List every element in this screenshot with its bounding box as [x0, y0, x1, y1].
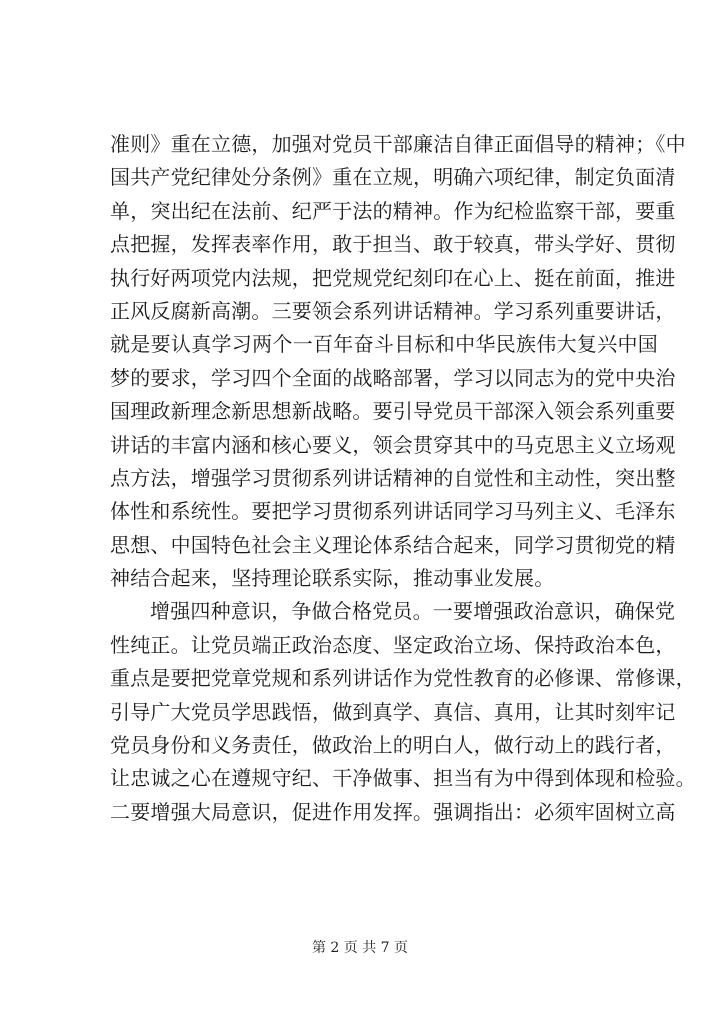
body-text [110, 128, 696, 829]
text-line: 就是要认真学习两个一百年奋斗目标和中华民族伟大复兴中国 [110, 332, 658, 357]
text-line: 讲话的丰富内涵和核心要义，领会贯穿其中的马克思主义立场观 [110, 432, 676, 457]
text-line: 思想、中国特色社会主义理论体系结合起来，同学习贯彻党的精 [110, 532, 676, 557]
text-line: 性纯正。让党员端正政治态度、坚定政治立场、保持政治本色， [110, 632, 676, 657]
text-line: 正风反腐新高潮。三要领会系列讲话精神。学习系列重要讲话， [110, 298, 676, 323]
text-line: 准则》重在立德，加强对党员干部廉洁自律正面倡导的精神；《中 [110, 132, 686, 156]
text-line: 体性和系统性。要把学习贯彻系列讲话同学习马列主义、毛泽东 [110, 499, 676, 524]
text-line: 重点是要把党章党规和系列讲话作为党性教育的必修课、常修课， [110, 666, 696, 691]
text-line: 神结合起来，坚持理论联系实际，推动事业发展。 [110, 566, 555, 591]
text-line: 让忠诚之心在遵规守纪、干净做事、担当有为中得到体现和检验。 [110, 766, 696, 791]
text-line: 单，突出纪在法前、纪严于法的精神。作为纪检监察干部，要重 [110, 198, 676, 223]
text-line: 梦的要求，学习四个全面的战略部署，学习以同志为的党中央治 [110, 365, 676, 390]
text-line: 引导广大党员学思践悟，做到真学、真信、真用，让其时刻牢记 [110, 699, 676, 724]
text-line: 点方法，增强学习贯彻系列讲话精神的自觉性和主动性，突出整 [110, 465, 676, 490]
text-line: 国理政新理念新思想新战略。要引导党员干部深入领会系列重要 [110, 399, 676, 424]
text-line: 国共产党纪律处分条例》重在立规，明确六项纪律，制定负面清 [110, 165, 676, 190]
paragraph-start-line: 增强四种意识，争做合格党员。一要增强政治意识，确保党 [150, 599, 676, 624]
text-line: 点把握，发挥表率作用，敢于担当、敢于较真，带头学好、贯彻 [110, 232, 676, 257]
text-line: 执行好两项党内法规，把党规党纪刻印在心上、挺在前面，推进 [110, 265, 676, 290]
text-line: 党员身份和义务责任，做政治上的明白人，做行动上的践行者， [110, 733, 676, 758]
page-number-footer: 第 2 页 共 7 页 [311, 940, 409, 956]
text-line: 二要增强大局意识，促进作用发挥。强调指出：必须牢固树立高 [110, 799, 676, 824]
